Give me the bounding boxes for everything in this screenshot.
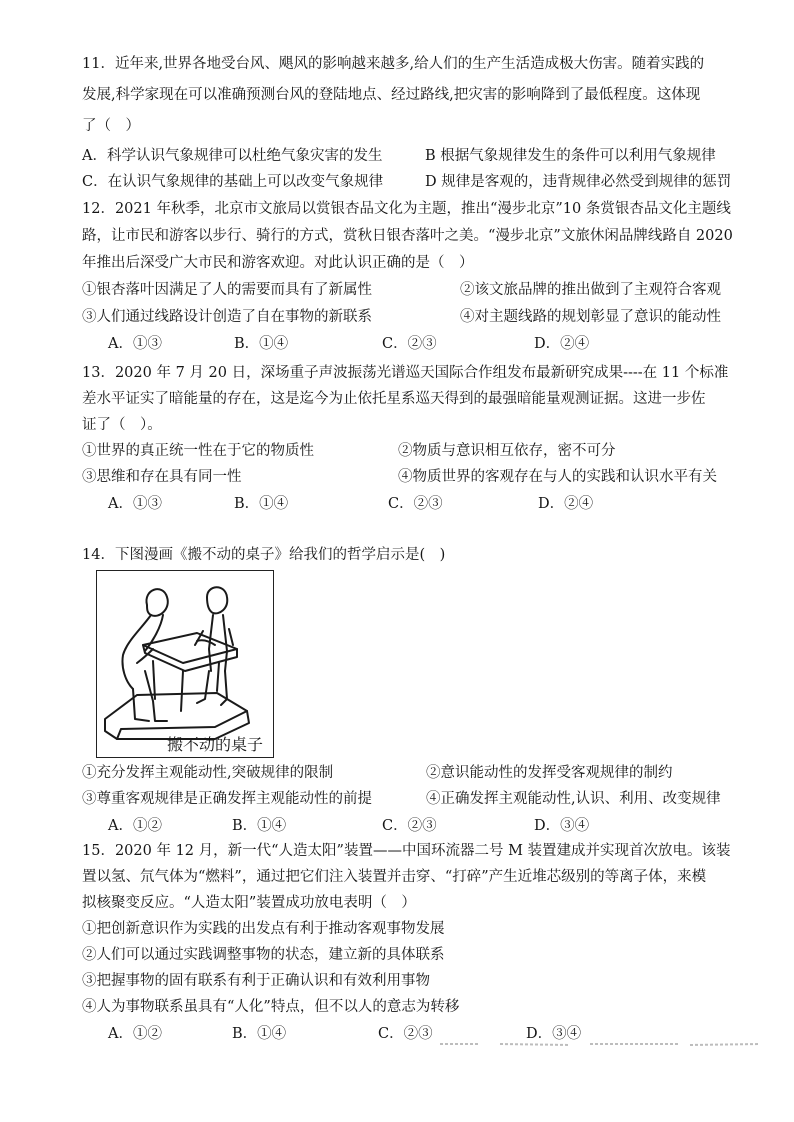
q12-choice-c: C．②③ bbox=[382, 336, 437, 352]
q15-statement-1: ①把创新意识作为实践的出发点有利于推动客观事物发展 bbox=[82, 921, 445, 937]
q12-statement-3: ③人们通过线路设计创造了自在事物的新联系 bbox=[82, 309, 372, 325]
q15-choice-d: D．③④ bbox=[526, 1026, 582, 1042]
q12-choice-d: D．②④ bbox=[534, 336, 590, 352]
q12-stem-line-2: 路，让市民和游客以步行、骑行的方式，赏秋日银杏落叶之美。“漫步北京”文旅休闲品牌线路自 2020 bbox=[82, 228, 733, 244]
q13-choice-d: D．②④ bbox=[538, 496, 594, 512]
q14-statement-3: ③尊重客观规律是正确发挥主观能动性的前提 bbox=[82, 791, 372, 807]
q14-choice-d: D．③④ bbox=[534, 818, 590, 834]
q13-statement-1: ①世界的真正统一性在于它的物质性 bbox=[82, 443, 314, 459]
q13-stem-line-3: 证了（ ）。 bbox=[82, 417, 162, 433]
q15-stem-line-1: 15．2020 年 12 月，新一代“人造太阳”装置——中国环流器二号 M 装置建成并实现首次放电。该装 bbox=[82, 843, 731, 859]
scan-smudge bbox=[440, 1040, 770, 1048]
q12-choice-b: B．①④ bbox=[234, 336, 289, 352]
q12-statement-1: ①银杏落叶因满足了人的需要而具有了新属性 bbox=[82, 282, 372, 298]
q12-stem-line-3: 年推出后深受广大市民和游客欢迎。对此认识正确的是（ ） bbox=[82, 255, 474, 271]
q15-statement-4: ④人为事物联系虽具有“人化”特点，但不以人的意志为转移 bbox=[82, 999, 460, 1015]
q11-option-b: B 根据气象规律发生的条件可以利用气象规律 bbox=[425, 148, 716, 164]
q11-stem-line-1: 11．近年来,世界各地受台风、飓风的影响越来越多,给人们的生产生活造成极大伤害。随着实践的 bbox=[82, 56, 705, 72]
q11-stem-line-3: 了（ ） bbox=[82, 118, 140, 134]
q13-statement-3: ③思维和存在具有同一性 bbox=[82, 469, 242, 485]
q13-statement-2: ②物质与意识相互依存，密不可分 bbox=[398, 443, 616, 459]
q13-choice-b: B．①④ bbox=[234, 496, 289, 512]
q11-option-c: C．在认识气象规律的基础上可以改变气象规律 bbox=[82, 174, 384, 190]
q13-statement-4: ④物质世界的客观存在与人的实践和认识水平有关 bbox=[398, 469, 717, 485]
q15-choice-b: B．①④ bbox=[232, 1026, 287, 1042]
q15-choice-a: A．①② bbox=[108, 1026, 162, 1042]
q11-stem-line-2: 发展,科学家现在可以准确预测台风的登陆地点、经过路线,把灾害的影响降到了最低程度。这体现 bbox=[82, 87, 701, 103]
q14-choice-c: C．②③ bbox=[382, 818, 437, 834]
q15-choice-c: C．②③ bbox=[378, 1026, 433, 1042]
q11-option-d: D 规律是客观的，违背规律必然受到规律的惩罚 bbox=[425, 174, 732, 190]
q14-statement-1: ①充分发挥主观能动性,突破规律的限制 bbox=[82, 765, 334, 781]
q15-stem-line-2: 置以氢、氘气体为“燃料”，通过把它们注入装置并击穿、“打碎”产生近堆芯级别的等离子体，来模 bbox=[82, 869, 707, 885]
q14-choice-b: B．①④ bbox=[232, 818, 287, 834]
q13-stem-line-1: 13．2020 年 7 月 20 日，深场重子声波振荡光谱巡天国际合作组发布最新研究成果----在 11 个标准 bbox=[82, 365, 729, 381]
q14-stem: 14．下图漫画《搬不动的桌子》给我们的哲学启示是( ) bbox=[82, 547, 446, 563]
q13-choice-a: A．①③ bbox=[108, 496, 162, 512]
cartoon-caption: 搬不动的桌子 bbox=[167, 735, 264, 754]
q14-statement-2: ②意识能动性的发挥受客观规律的制约 bbox=[426, 765, 673, 781]
q13-stem-line-2: 差水平证实了暗能量的存在，这是迄今为止依托星系巡天得到的最强暗能量观测证据。这进一步佐 bbox=[82, 391, 706, 407]
q14-statement-4: ④正确发挥主观能动性,认识、利用、改变规律 bbox=[426, 791, 721, 807]
q11-option-a: A．科学认识气象规律可以杜绝气象灾害的发生 bbox=[82, 148, 383, 164]
cartoon-drawing bbox=[97, 571, 273, 757]
q15-stem-line-3: 拟核聚变反应。“人造太阳”装置成功放电表明（ ） bbox=[82, 895, 416, 911]
q12-choice-a: A．①③ bbox=[108, 336, 162, 352]
q12-stem-line-1: 12．2021 年秋季，北京市文旅局以赏银杏品文化为主题，推出“漫步北京”10 条赏银杏品文化主题线 bbox=[82, 201, 731, 217]
q12-statement-4: ④对主题线路的规划彰显了意识的能动性 bbox=[460, 309, 721, 325]
q12-statement-2: ②该文旅品牌的推出做到了主观符合客观 bbox=[460, 282, 721, 298]
q15-statement-3: ③把握事物的固有联系有利于正确认识和有效利用事物 bbox=[82, 973, 430, 989]
cartoon-figure bbox=[96, 570, 274, 758]
q13-choice-c: C．②③ bbox=[388, 496, 443, 512]
q15-statement-2: ②人们可以通过实践调整事物的状态，建立新的具体联系 bbox=[82, 947, 445, 963]
q14-choice-a: A．①② bbox=[108, 818, 162, 834]
